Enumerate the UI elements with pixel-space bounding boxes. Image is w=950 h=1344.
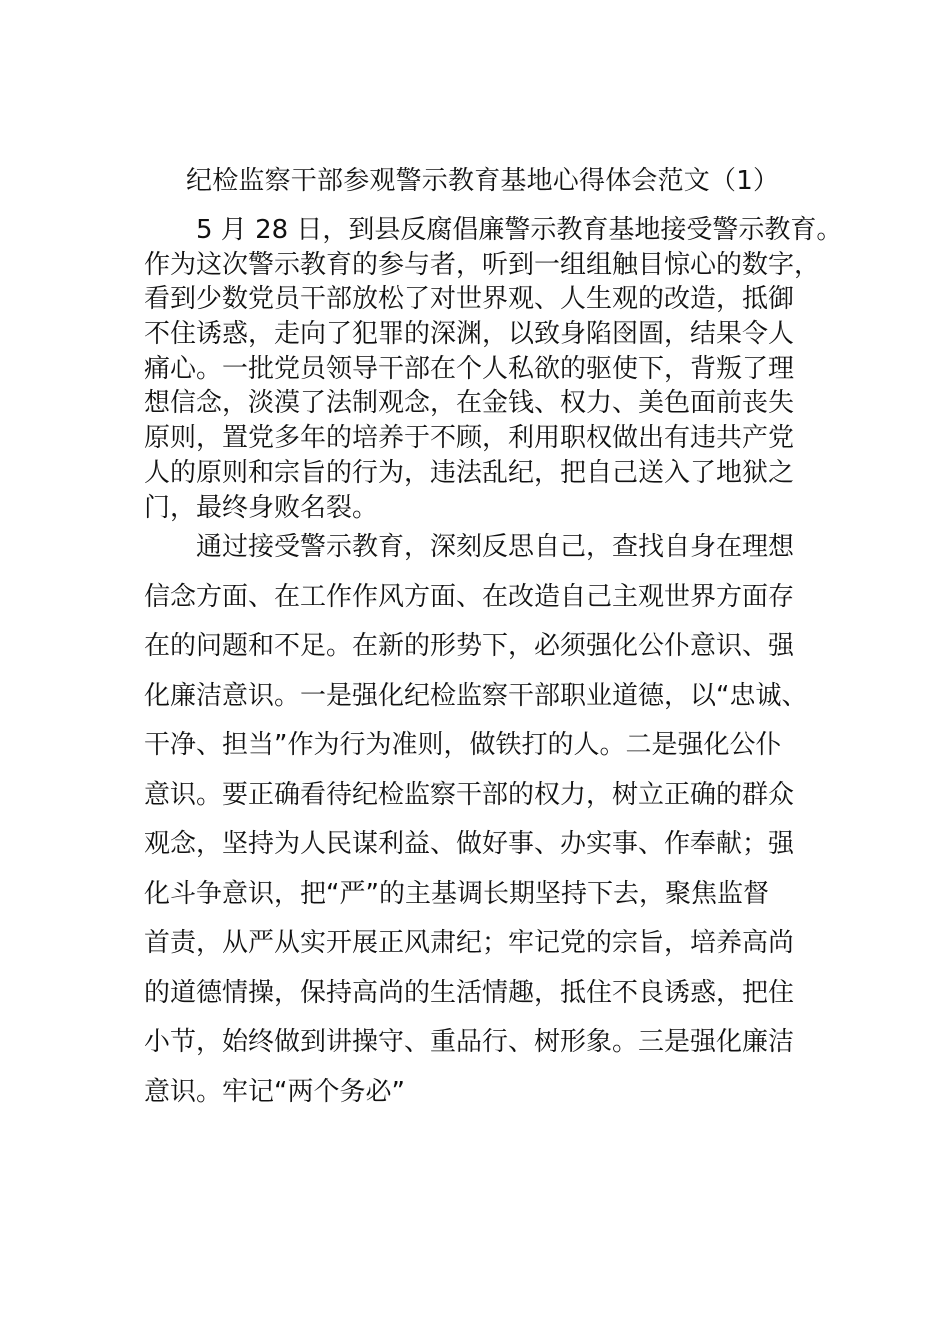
- paragraph-line: 意识。要正确看待纪检监察干部的权力，树立正确的群众: [144, 779, 795, 810]
- paragraph-line: 观念，坚持为人民谋利益、做好事、办实事、作奉献；强: [144, 829, 795, 859]
- paragraph-line: 看到少数党员干部放松了对世界观、人生观的改造，抵御: [144, 284, 795, 315]
- paragraph-line: 门，最终身败名裂。: [144, 492, 379, 523]
- paragraph-2: [144, 527, 808, 1121]
- paragraph-line: 信念方面、在工作作风方面、在改造自己主观世界方面存: [144, 581, 795, 612]
- paragraph-line: 小节，始终做到讲操守、重品行、树形象。三是强化廉洁: [144, 1027, 795, 1057]
- paragraph-line: 化廉洁意识。一是强化纪检监察干部职业道德，以“忠诚、: [144, 680, 808, 711]
- paragraph-line: 在的问题和不足。在新的形势下，必须强化公仆意识、强: [144, 631, 795, 661]
- paragraph-line: 通过接受警示教育，深刻反思自己，查找自身在理想: [196, 532, 795, 562]
- paragraph-line: 原则，置党多年的培养于不顾，利用职权做出有违共产党: [144, 423, 795, 454]
- paragraph-1: [144, 213, 843, 525]
- paragraph-line: 痛心。一批党员领导干部在个人私欲的驱使下，背叛了理: [144, 353, 795, 384]
- paragraph-line: 干净、担当”作为行为准则，做铁打的人。二是强化公仆: [144, 730, 782, 760]
- paragraph-line: 不住诱惑，走向了犯罪的深渊，以致身陷囹圄，结果令人: [144, 319, 795, 350]
- paragraph-line: 意识。牢记“两个务必”: [144, 1076, 405, 1107]
- paragraph-line: 作为这次警示教育的参与者，听到一组组触目惊心的数字，: [144, 249, 821, 280]
- document-title: 纪检监察干部参观警示教育基地心得体会范文（1）: [186, 166, 780, 196]
- paragraph-line: 的道德情操，保持高尚的生活情趣，抵住不良诱惑，把住: [144, 977, 795, 1008]
- paragraph-line: 首责，从严从实开展正风肃纪；牢记党的宗旨，培养高尚: [144, 928, 795, 958]
- paragraph-line: 化斗争意识，把“严”的主基调长期坚持下去，聚焦监督: [144, 878, 769, 909]
- paragraph-line: 人的原则和宗旨的行为，违法乱纪，把自己送入了地狱之: [144, 457, 795, 488]
- paragraph-line: 5 月 28 日，到县反腐倡廉警示教育基地接受警示教育。: [196, 215, 843, 245]
- paragraph-line: 想信念，淡漠了法制观念，在金钱、权力、美色面前丧失: [144, 388, 795, 419]
